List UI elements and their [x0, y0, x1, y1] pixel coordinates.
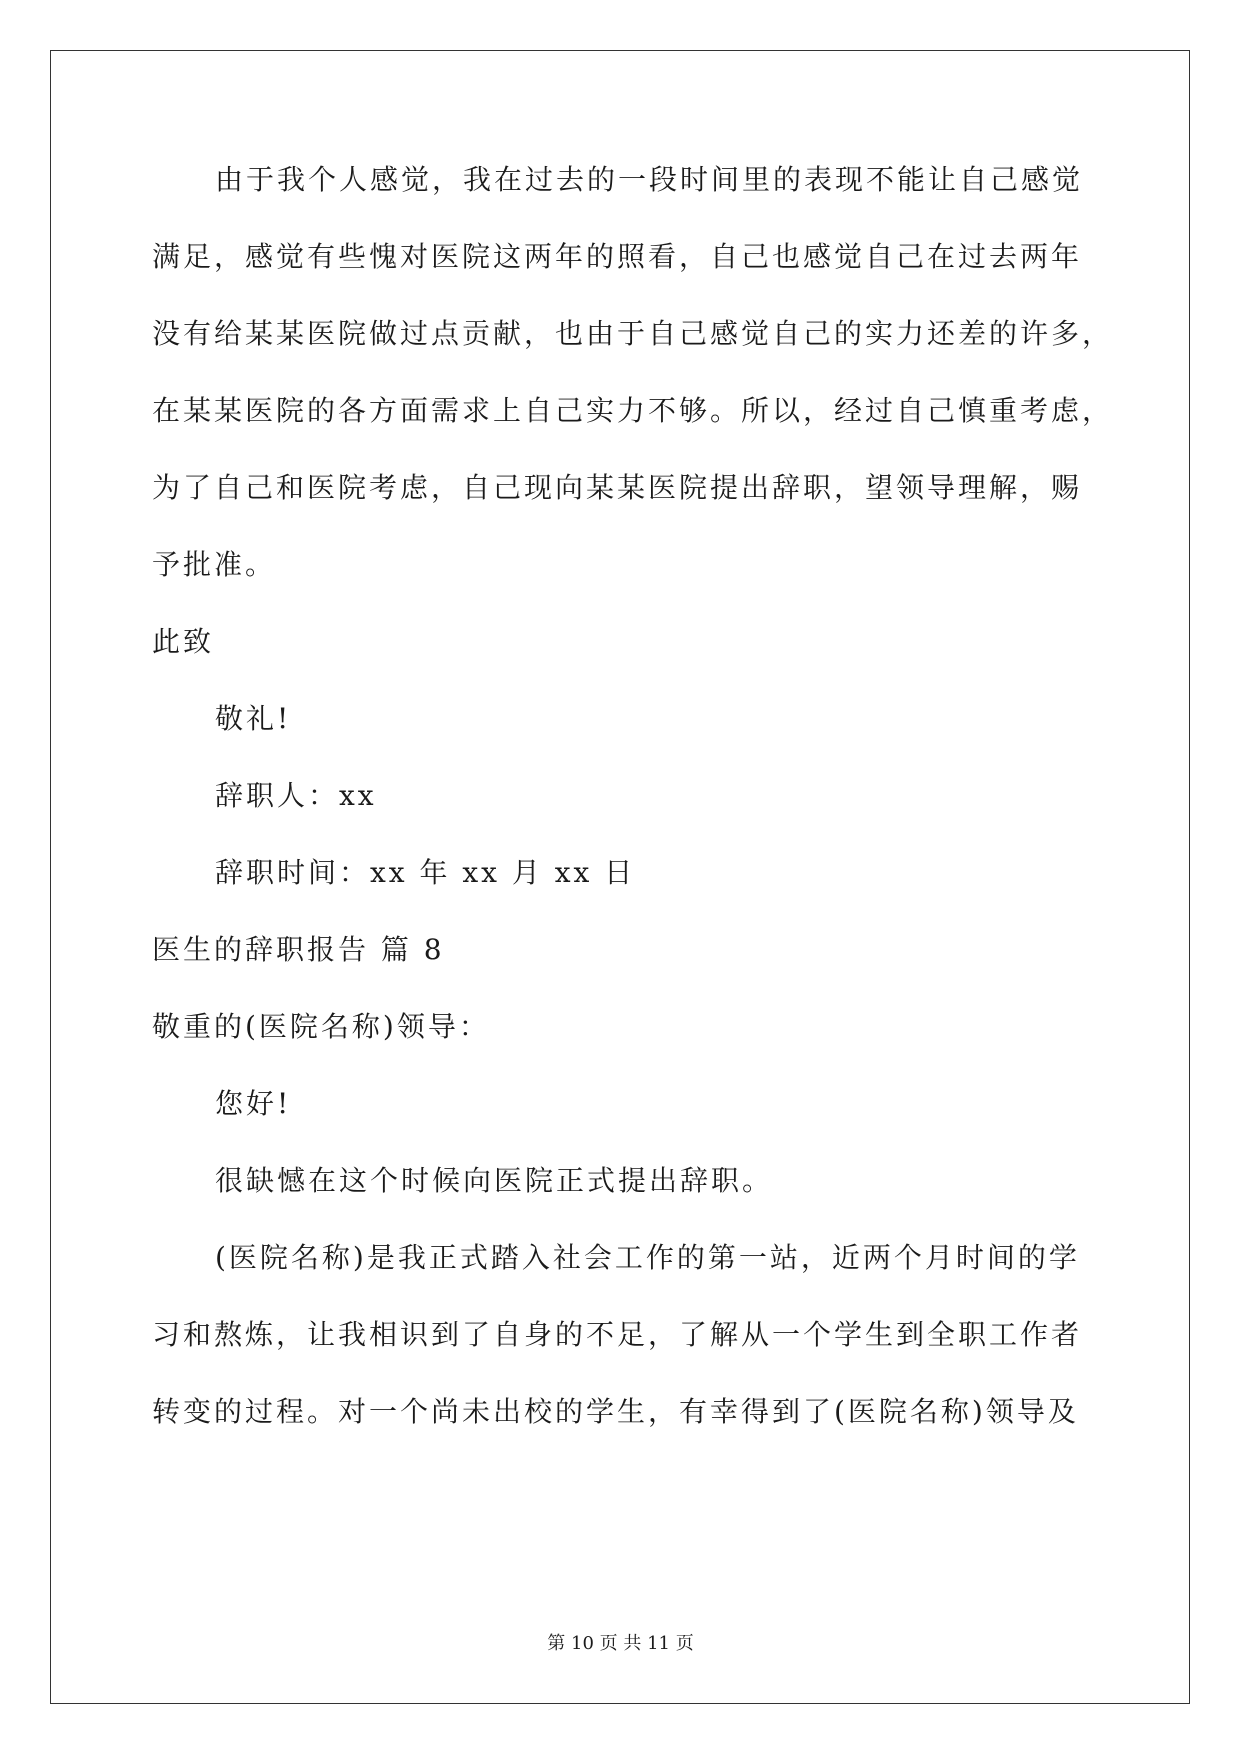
paragraph-line: 没有给某某医院做过点贡献，也由于自己感觉自己的实力还差的许多，: [152, 317, 1114, 350]
paragraph-line: 习和熬炼，让我相识到了自身的不足，了解从一个学生到全职工作者: [152, 1318, 1083, 1351]
paragraph-line: (医院名称)是我正式踏入社会工作的第一站，近两个月时间的学: [215, 1241, 1080, 1274]
paragraph-line: 很缺憾在这个时候向医院正式提出辞职。: [215, 1164, 774, 1197]
signer-line: 辞职人：xx: [215, 779, 377, 812]
paragraph-line: 予批准。: [152, 548, 277, 581]
page-number: 第 10 页 共 11 页: [547, 1633, 694, 1654]
date-line: 辞职时间：xx 年 xx 月 xx 日: [215, 856, 636, 889]
greeting-recipient: 敬重的(医院名称)领导：: [152, 1010, 490, 1043]
paragraph-line: 在某某医院的各方面需求上自己实力不够。所以，经过自己慎重考虑，: [152, 394, 1114, 427]
section-heading: 医生的辞职报告 篇 8: [152, 933, 445, 966]
closing-salutation: 此致: [152, 625, 215, 658]
closing-regards: 敬礼!: [215, 702, 292, 735]
paragraph-line: 为了自己和医院考虑，自己现向某某医院提出辞职，望领导理解，赐: [152, 471, 1083, 504]
paragraph-line: 满足，感觉有些愧对医院这两年的照看，自己也感觉自己在过去两年: [152, 240, 1083, 273]
greeting: 您好!: [215, 1087, 292, 1120]
paragraph-line: 由于我个人感觉，我在过去的一段时间里的表现不能让自己感觉: [215, 163, 1084, 196]
paragraph-line: 转变的过程。对一个尚未出校的学生，有幸得到了(医院名称)领导及: [152, 1395, 1079, 1428]
